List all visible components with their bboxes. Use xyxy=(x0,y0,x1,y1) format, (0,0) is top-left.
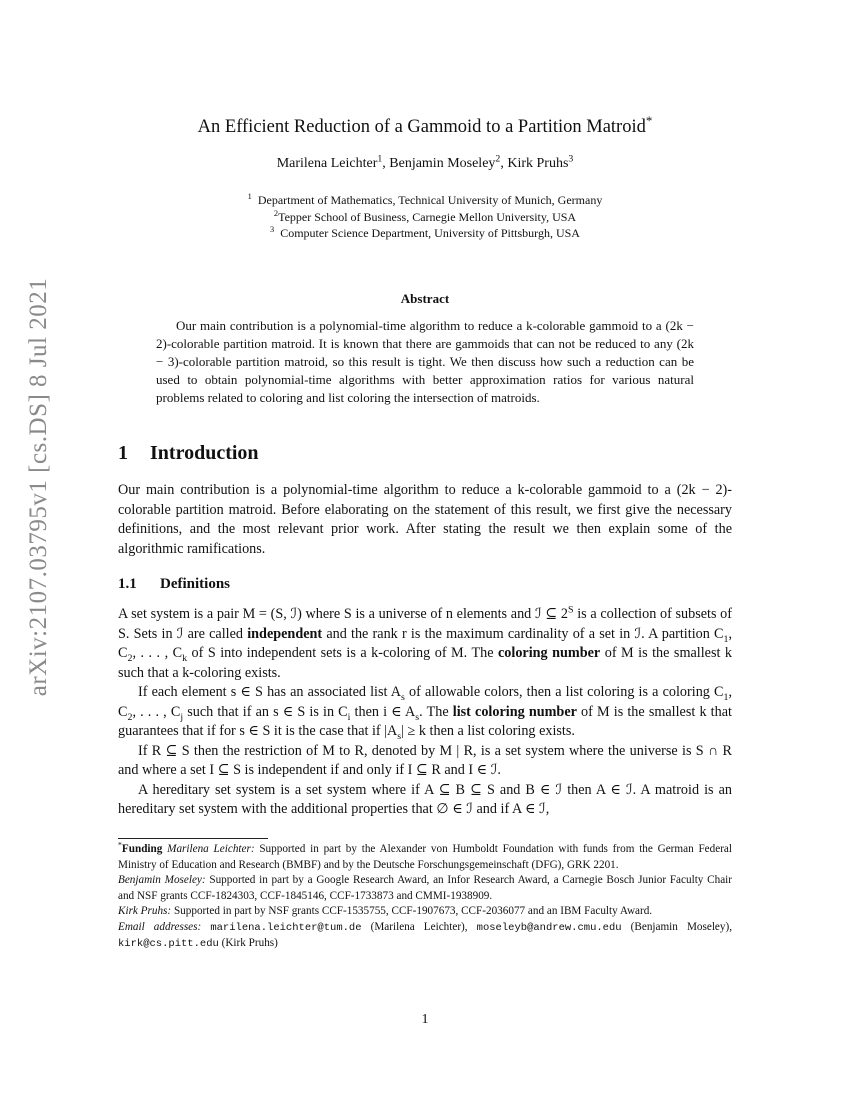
affiliation-line xyxy=(118,209,732,226)
footnote-funding-moseley: Benjamin Moseley: Supported in part by a Google Research Award, an Infor Research Award, a Carnegie Bosch Junior Faculty Chair and NSF grants CCF-1824303, CCF-1845146, CCF-1733873 and CMMI-1938909. xyxy=(118,874,732,902)
paper-title-text: An Efficient Reduction of a Gammoid to a Partition Matroid xyxy=(197,117,646,137)
definition-paragraph-restriction: If R ⊆ S then the restriction of M to R, denoted by M | R, is a set system where the universe is S ∩ R and where a set I ⊆ S is independent if and only if I ⊆ R and I ∈ ℐ. xyxy=(118,742,732,778)
arxiv-identifier-text: arXiv:2107.03795v1 [cs.DS] 8 Jul 2021 xyxy=(25,277,53,697)
title-footnote-mark: * xyxy=(645,112,653,128)
email-link[interactable]: moseleyb@andrew.cmu.edu xyxy=(476,921,622,934)
affiliation-text: Tepper School of Business, Carnegie Mellon University, USA xyxy=(278,209,577,224)
subsection-number: 1.1 xyxy=(118,576,137,592)
page-number: 1 xyxy=(421,1012,429,1027)
footnotes xyxy=(118,842,732,953)
author-affil-mark: 1 xyxy=(377,153,383,165)
section-heading-introduction xyxy=(118,442,259,465)
abstract-body: Our main contribution is a polynomial-time algorithm to reduce a k-colorable gammoid to a (2k − 2)-colorable partition matroid. It is known that there are gammoids that can not be reduced to any (2k − 3)-colorable partition matroid, so this result is tight. We then discuss how such a reduction can be used to obtain polynomial-time algorithms with better approximation ratios for various natural problems related to coloring and list coloring the intersection of matroids. xyxy=(156,318,694,405)
author-name: Kirk Pruhs xyxy=(507,156,569,171)
affiliation-list xyxy=(118,192,732,242)
definition-paragraph-hereditary: A hereditary set system is a set system where if A ⊆ B ⊆ S and B ∈ ℐ then A ∈ ℐ. A matroid is an hereditary set system with the additional properties that ∅ ∈ ℐ and if A ∈ ℐ, xyxy=(118,781,732,817)
affiliation-text: Department of Mathematics, Technical University of Munich, Germany xyxy=(257,193,603,207)
affiliation-mark: 1 xyxy=(247,192,252,201)
subsection-heading-definitions xyxy=(118,576,230,593)
affiliation-line xyxy=(118,225,732,242)
affiliation-mark: 2 xyxy=(273,208,279,218)
arxiv-identifier-stamp xyxy=(15,277,63,697)
subsection-title: Definitions xyxy=(160,576,231,592)
abstract-heading: Abstract xyxy=(400,291,450,306)
section-number: 1 xyxy=(118,442,128,464)
author-name: Marilena Leichter xyxy=(276,156,378,171)
email-link[interactable]: marilena.leichter@tum.de xyxy=(210,921,362,934)
term-coloring-number: coloring number xyxy=(498,645,601,661)
section-title: Introduction xyxy=(150,442,259,464)
intro-paragraph: Our main contribution is a polynomial-time algorithm to reduce a k-colorable gammoid to a (2k − 2)-colorable partition matroid. Before elaborating on the statement of this result, we first give the necessary definitions, and the most relevant prior work. After stating the result we then explain some of the algorithmic ramifications. xyxy=(118,482,732,557)
affiliation-line xyxy=(118,192,732,209)
paper-title xyxy=(118,112,732,138)
definitions-body xyxy=(118,605,732,820)
definition-paragraph-list-coloring: If each element s ∈ S has an associated list $A_s$ of allowable colors, then a list coloring is a coloring $C_1$, $C_2$, . . . , $C_j$ such that if an s ∈ S is in $C_i$ then i ∈ $A_s$. The list coloring number of M is the smallest k that guarantees that if for s ∈ S it is the case that if $|A_s| \ge k$ then a list coloring exists. xyxy=(118,684,732,742)
definition-paragraph-set-system: A set system is a pair M = (S, ℐ) where S is a universe of n elements and ℐ ⊆ $2^S$ is a collection of subsets of S. Sets in ℐ are called independent and the rank r is the maximum cardinality of a set in ℐ. A partition $C_1$, $C_2$, . . . , $C_k$ of S into independent sets is a k-coloring of M. The coloring number of M is the smallest k such that a k-coloring exists. xyxy=(118,604,733,681)
footnote-divider xyxy=(118,838,268,839)
author-affil-mark: 3 xyxy=(568,153,574,165)
footnote-emails: Email addresses: marilena.leichter@tum.de (Marilena Leichter), moseleyb@andrew.cmu.edu (Benjamin Moseley), kirk@cs.pitt.edu (Kirk Pruhs) xyxy=(118,920,733,950)
affiliation-text: Computer Science Department, University of Pittsburgh, USA xyxy=(280,226,580,240)
term-independent: independent xyxy=(247,625,323,642)
footnote-funding-pruhs: Kirk Pruhs: Supported in part by NSF grants CCF-1535755, CCF-1907673, CCF-2036077 and an IBM Faculty Award. xyxy=(118,905,653,917)
author-list: Marilena Leichter$^1$, Benjamin Moseley$^2$, Kirk Pruhs$^3$ xyxy=(276,153,574,171)
term-list-coloring-number: list coloring number xyxy=(452,703,577,720)
email-link[interactable]: kirk@cs.pitt.edu xyxy=(118,938,219,950)
footnote-funding-leichter: *Funding Marilena Leichter: Supported in part by the Alexander von Humboldt Foundation with funds from the German Federal Ministry of Education and Research (BMBF) and by the Deutsche Forschungsgemeinschaft (DFG), GRK 2201. xyxy=(118,840,732,871)
author-affil-mark: 2 xyxy=(495,153,501,165)
author-name: Benjamin Moseley xyxy=(389,156,496,171)
affiliation-mark: 3 xyxy=(270,225,275,234)
